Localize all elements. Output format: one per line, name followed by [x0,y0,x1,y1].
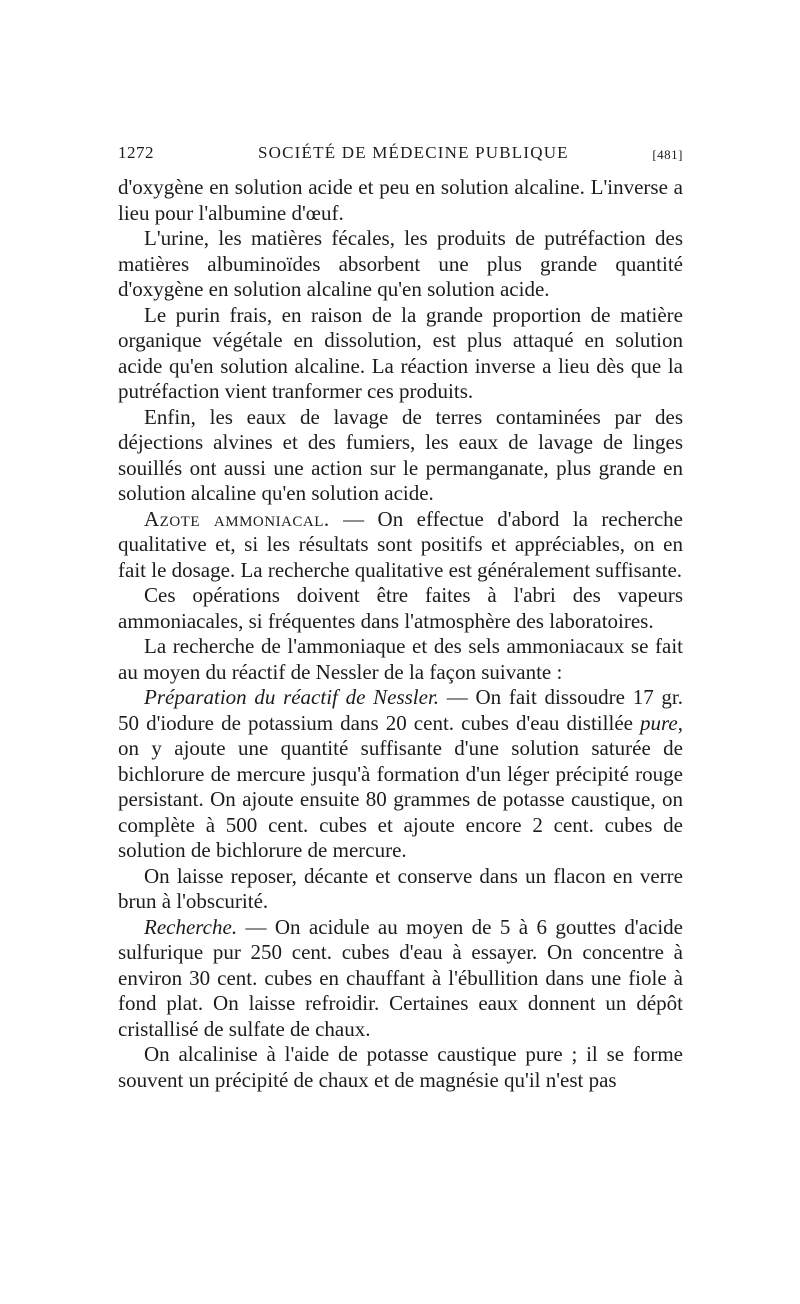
paragraph: d'oxygène en solution acide et peu en solution alcaline. L'inverse a lieu pour l'albumine d'œuf. [118,175,683,225]
paragraph-text: — On fait dissoudre 17 gr. 50 d'iodure de potassium dans 20 cent. cubes d'eau distillée [118,685,683,735]
running-title: SOCIÉTÉ DE MÉDECINE PUBLIQUE [258,143,569,162]
section-heading-preparation: Préparation du réactif de Nessler. [144,685,440,709]
page-body [118,175,683,1093]
page-header [118,141,683,169]
paragraph: On alcalinise à l'aide de potasse caustique pure ; il se forme souvent un précipité de chaux et de magnésie qu'il n'est pas [118,1042,683,1092]
paragraph: Enfin, les eaux de lavage de terres contaminées par des déjections alvines et des fumiers, les eaux de lavage de linges souillés ont aussi une action sur le permanganate, plus grande en solution alcaline qu'en solution acide. [118,404,683,505]
paragraph-preparation [118,685,683,864]
paragraph-azote [118,507,683,584]
section-heading-azote: Azote ammoniacal. [144,506,330,531]
emphasis-pure: pure [640,710,678,735]
paragraph-text: , on y ajoute une quantité suffisante d'une solution saturée de bichlorure de mercure jusqu'à formation d'un léger précipité rouge persistant. On ajoute ensuite 80 grammes de potasse caustique, on complète à 500 cent. cubes et ajoute encore 2 cent. cubes de solution de bichlorure de mercure. [118,710,683,862]
paragraph-recherche [118,915,683,1043]
original-page-number: [481] [652,147,683,162]
paragraph-text: — On acidule au moyen de 5 à 6 gouttes d'acide sulfurique pur 250 cent. cubes d'eau à essayer. On concentre à environ 30 cent. cubes en chauffant à l'ébullition dans une fiole à fond plat. On laisse refroidir. Certaines eaux donnent un dépôt cristallisé de sulfate de chaux. [118,914,683,1041]
page-number: 1272 [118,143,154,162]
paragraph-text: — On effectue d'abord la recherche qualitative et, si les résultats sont positifs et appréciables, on en fait le dosage. La recherche qualitative est généralement suffisante. [118,506,683,582]
paragraph: On laisse reposer, décante et conserve dans un flacon en verre brun à l'obscurité. [118,863,683,913]
paragraph: Le purin frais, en raison de la grande proportion de matière organique végétale en dissolution, est plus attaqué en solution acide qu'en solution alcaline. La réaction inverse a lieu dès que la putréfaction vient tranformer ces produits. [118,302,683,403]
section-heading-recherche: Recherche. [144,914,238,939]
paragraph: L'urine, les matières fécales, les produits de putréfaction des matières albuminoïdes absorbent une plus grande quantité d'oxygène en solution alcaline qu'en solution acide. [118,226,683,301]
paragraph: Ces opérations doivent être faites à l'abri des vapeurs ammoniacales, si fréquentes dans l'atmosphère des laboratoires. [118,583,683,633]
paragraph: La recherche de l'ammoniaque et des sels ammoniacaux se fait au moyen du réactif de Nessler de la façon suivante : [118,634,683,684]
